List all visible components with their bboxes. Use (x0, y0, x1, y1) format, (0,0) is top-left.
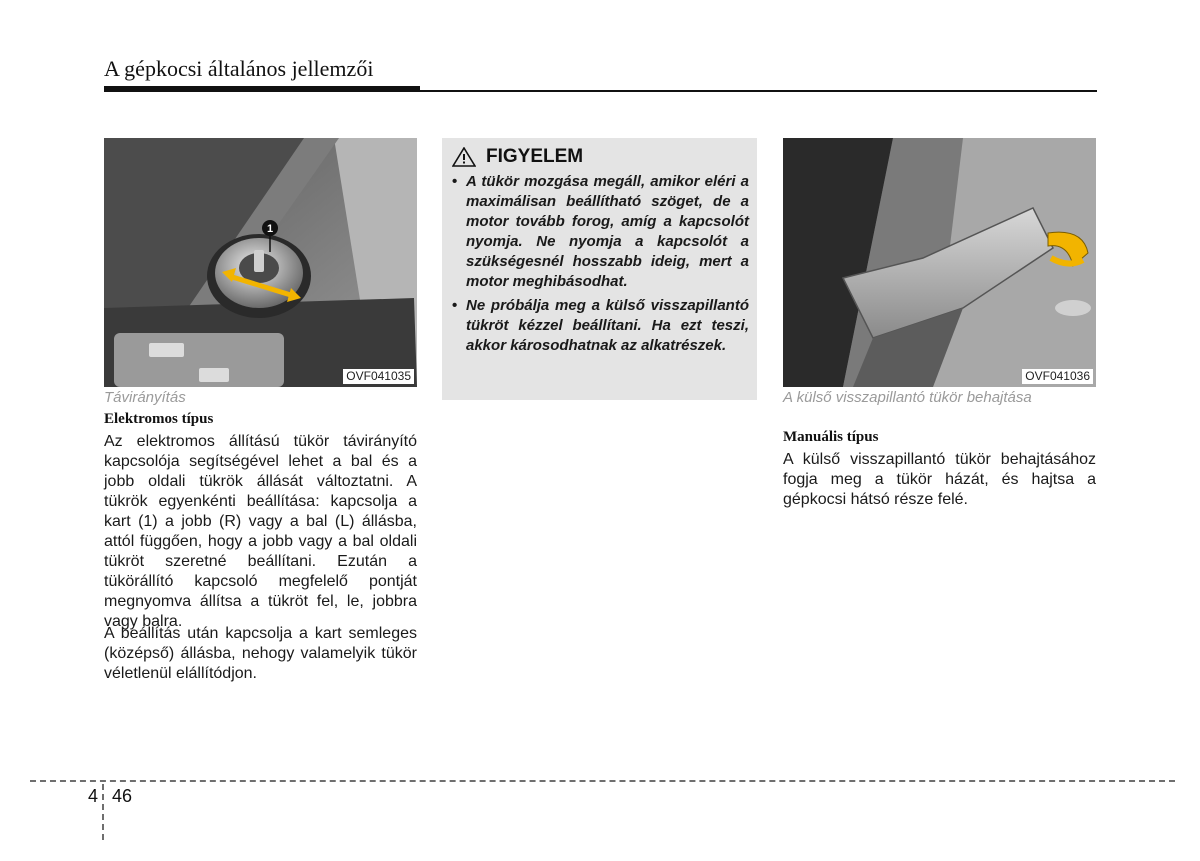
subhead-electric-type: Elektromos típus (104, 411, 214, 427)
footer-vertical-divider (102, 784, 104, 840)
warning-item: • Ne próbálja meg a külső visszapillantó tükröt kézzel beállítani. Ha ezt teszi, akkor károsodhatnak az alkatrészek. (452, 296, 749, 356)
header-rule-thin (104, 90, 1097, 92)
caption-right: A külső visszapillantó tükör behajtása (783, 389, 1032, 406)
chapter-number: 4 (88, 786, 99, 806)
figure-callout-number: 1 (266, 223, 274, 235)
figure-mirror-switch (104, 138, 417, 387)
caption-left: Távirányítás (104, 389, 186, 406)
warning-triangle-icon (452, 147, 476, 167)
figure-code-right: OVF041036 (1022, 369, 1093, 384)
figure-code-left: OVF041035 (343, 369, 414, 384)
figure-mirror-folding (783, 138, 1096, 387)
paragraph-neutral-position: A beállítás után kapcsolja a kart semleges (középső) állásba, nehogy valamelyik tükör véletlenül elállítódjon. (104, 625, 417, 682)
warning-item: • A tükör mozgása megáll, amikor eléri a maximálisan beállítható szöget, de a motor tovább forog, amíg a kapcsolót nyomja. Ne nyomja a kapcsolót a szükségesnél hosszabb ideig, mert a motor meghibásodhat. (452, 172, 749, 292)
warning-title: FIGYELEM (486, 146, 584, 167)
footer-divider (30, 780, 1175, 782)
mirror-folding-illustration (783, 138, 1096, 387)
mirror-switch-illustration (104, 138, 417, 387)
paragraph-remote-adjust: Az elektromos állítású tükör távirányító kapcsolója segítségével lehet a bal és a jobb oldali tükrök állását változtatni. A tükrök egyenkénti beállítása: kapcsolja a kart (1) a jobb (R) vagy a bal (L) állásba, attól függően, hogy a jobb vagy a bal oldali tükröt szeretné beállítani. Ezután a tükörállító kapcsoló megfelelő pontját megnyomva állítsa a tükröt fel, le, jobbra vagy balra. (104, 433, 417, 630)
subhead-manual-type: Manuális típus (783, 429, 879, 445)
paragraph-fold-mirror: A külső visszapillantó tükör behajtásához fogja meg a tükör házát, és hajtsa a gépkocsi hátsó része felé. (783, 451, 1096, 508)
warning-list (452, 172, 749, 356)
warning-box (442, 138, 757, 400)
page-header-title: A gépkocsi általános jellemzői (104, 56, 374, 81)
page-number: 46 (112, 786, 133, 806)
